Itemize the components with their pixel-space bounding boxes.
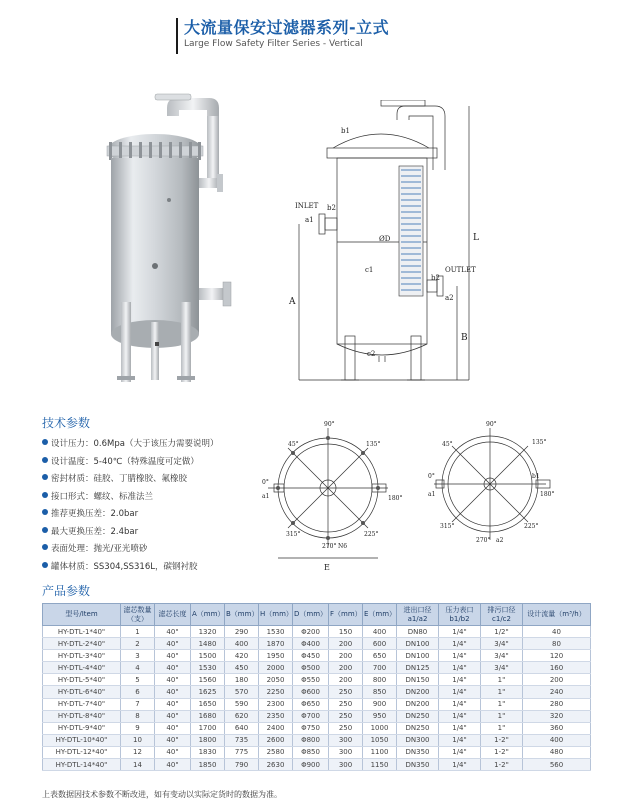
col-header: E（mm） xyxy=(363,604,397,626)
table-cell: 1/4" xyxy=(439,650,481,662)
front-view-drawing xyxy=(285,100,495,392)
table-cell: DN350 xyxy=(397,759,439,771)
table-cell: 560 xyxy=(523,759,591,771)
table-cell: 1150 xyxy=(363,759,397,771)
b2-label-left: b2 xyxy=(327,204,336,212)
table-row xyxy=(43,674,591,686)
table-cell: 600 xyxy=(363,638,397,650)
table-cell: 3/4" xyxy=(481,638,523,650)
table-cell: Φ650 xyxy=(293,698,329,710)
angle-180-2: 180° xyxy=(540,491,555,498)
table-cell: 280 xyxy=(523,698,591,710)
table-cell: HY-DTL-14*40" xyxy=(43,759,121,771)
table-cell: DN100 xyxy=(397,638,439,650)
table-cell: 2000 xyxy=(259,662,293,674)
table-cell: 1/4" xyxy=(439,662,481,674)
table-cell: 1/4" xyxy=(439,722,481,734)
table-cell: 40" xyxy=(155,650,191,662)
table-cell: HY-DTL-12*40" xyxy=(43,746,121,758)
col-header: 设计流量（m³/h） xyxy=(523,604,591,626)
table-cell: 700 xyxy=(363,662,397,674)
plan-view-drawing-2 xyxy=(428,418,568,548)
table-cell: 400 xyxy=(225,638,259,650)
table-cell: 590 xyxy=(225,698,259,710)
table-cell: Φ400 xyxy=(293,638,329,650)
table-cell: Φ600 xyxy=(293,686,329,698)
table-cell: 735 xyxy=(225,734,259,746)
table-cell: 1/4" xyxy=(439,638,481,650)
bullet-icon xyxy=(42,439,48,445)
table-cell: HY-DTL-8*40" xyxy=(43,710,121,722)
products-section-title: 产品参数 xyxy=(42,584,91,598)
angle-135: 135° xyxy=(366,441,381,448)
table-row xyxy=(43,759,591,771)
table-row xyxy=(43,650,591,662)
table-cell: 300 xyxy=(329,759,363,771)
product-photo xyxy=(95,92,240,384)
table-cell: 420 xyxy=(225,650,259,662)
page-title: 大流量保安过滤器系列-立式 xyxy=(184,18,390,37)
c1-label: c1 xyxy=(365,266,374,274)
table-row xyxy=(43,638,591,650)
table-cell: 1" xyxy=(481,686,523,698)
table-row xyxy=(43,746,591,758)
table-cell: 40" xyxy=(155,710,191,722)
table-cell: 1/2" xyxy=(481,626,523,638)
table-cell: 2350 xyxy=(259,710,293,722)
table-cell: 2300 xyxy=(259,698,293,710)
table-cell: Φ550 xyxy=(293,674,329,686)
product-table-body xyxy=(43,626,591,771)
table-cell: 40" xyxy=(155,759,191,771)
length-label: L xyxy=(473,233,479,243)
table-cell: 360 xyxy=(523,722,591,734)
table-cell: 40" xyxy=(155,686,191,698)
table-cell: HY-DTL-1*40" xyxy=(43,626,121,638)
table-cell: HY-DTL-3*40" xyxy=(43,650,121,662)
table-cell: 1/4" xyxy=(439,710,481,722)
table-cell: 450 xyxy=(225,662,259,674)
tech-section-title: 技术参数 xyxy=(42,416,91,430)
title-block xyxy=(176,18,389,54)
table-cell: 40" xyxy=(155,698,191,710)
plan2-b1-label: b1 xyxy=(532,473,540,480)
table-cell: Φ850 xyxy=(293,746,329,758)
table-cell: Φ450 xyxy=(293,650,329,662)
plan2-a1-label: a1 xyxy=(428,491,436,498)
col-header: 压力表口 b1/b2 xyxy=(439,604,481,626)
table-cell: 1/4" xyxy=(439,734,481,746)
table-cell: 1625 xyxy=(191,686,225,698)
a2-label: a2 xyxy=(445,294,454,302)
table-cell: 1700 xyxy=(191,722,225,734)
table-cell: 1-2" xyxy=(481,759,523,771)
table-cell: 150 xyxy=(329,626,363,638)
table-cell: HY-DTL-9*40" xyxy=(43,722,121,734)
table-cell: 320 xyxy=(523,710,591,722)
dim-a-label: A xyxy=(289,297,296,307)
spec-item: 设计温度：5-40℃（特殊温度可定做） xyxy=(42,454,272,472)
table-cell: 1480 xyxy=(191,638,225,650)
table-row xyxy=(43,722,591,734)
table-cell: 1530 xyxy=(259,626,293,638)
diameter-label: ØD xyxy=(379,235,391,243)
table-cell: 1" xyxy=(481,674,523,686)
col-header: 滤芯长度 xyxy=(155,604,191,626)
angle-315: 315° xyxy=(286,531,301,538)
spec-item: 最大更换压差：2.4bar xyxy=(42,524,272,542)
table-row xyxy=(43,662,591,674)
table-cell: 1" xyxy=(481,710,523,722)
table-cell: 200 xyxy=(329,638,363,650)
plan-a1-label: a1 xyxy=(262,493,270,500)
col-header: 进出口径 a1/a2 xyxy=(397,604,439,626)
table-cell: DN250 xyxy=(397,722,439,734)
table-cell: 1000 xyxy=(363,722,397,734)
angle-0-2: 0° xyxy=(428,473,435,480)
table-cell: 40 xyxy=(523,626,591,638)
table-cell: DN200 xyxy=(397,698,439,710)
table-cell: Φ700 xyxy=(293,710,329,722)
table-cell: 160 xyxy=(523,662,591,674)
col-header: F（mm） xyxy=(329,604,363,626)
table-cell: Φ500 xyxy=(293,662,329,674)
dim-b-label: B xyxy=(461,333,468,343)
table-cell: 250 xyxy=(329,722,363,734)
table-cell: DN80 xyxy=(397,626,439,638)
table-cell: 40" xyxy=(155,674,191,686)
table-cell: HY-DTL-2*40" xyxy=(43,638,121,650)
table-cell: 40" xyxy=(155,638,191,650)
table-cell: 1-2" xyxy=(481,734,523,746)
angle-90-2: 90° xyxy=(486,421,497,428)
table-row xyxy=(43,698,591,710)
table-cell: 40" xyxy=(155,626,191,638)
table-cell: 14 xyxy=(121,759,155,771)
table-row xyxy=(43,686,591,698)
table-cell: 1500 xyxy=(191,650,225,662)
product-table xyxy=(42,603,591,771)
table-cell: DN100 xyxy=(397,650,439,662)
col-header: A（mm） xyxy=(191,604,225,626)
table-cell: 40" xyxy=(155,722,191,734)
table-cell: DN350 xyxy=(397,746,439,758)
table-cell: 7 xyxy=(121,698,155,710)
angle-0: 0° xyxy=(262,479,269,486)
table-cell: Φ200 xyxy=(293,626,329,638)
spec-item: 罐体材质：SS304,SS316L，碳钢衬胶 xyxy=(42,559,272,577)
table-cell: 1850 xyxy=(191,759,225,771)
table-cell: Φ800 xyxy=(293,734,329,746)
table-cell: HY-DTL-10*40" xyxy=(43,734,121,746)
table-cell: HY-DTL-6*40" xyxy=(43,686,121,698)
table-header-row xyxy=(43,604,591,626)
table-cell: 200 xyxy=(329,674,363,686)
table-cell: HY-DTL-4*40" xyxy=(43,662,121,674)
table-cell: Φ900 xyxy=(293,759,329,771)
angle-270-2: 270° xyxy=(476,537,491,544)
table-cell: 1100 xyxy=(363,746,397,758)
table-cell: 1830 xyxy=(191,746,225,758)
spec-list xyxy=(42,436,272,576)
table-cell: 775 xyxy=(225,746,259,758)
a1-label: a1 xyxy=(305,216,314,224)
bullet-icon xyxy=(42,492,48,498)
table-cell: 650 xyxy=(363,650,397,662)
angle-90: 90° xyxy=(324,421,335,428)
table-cell: 1/4" xyxy=(439,746,481,758)
angle-180: 180° xyxy=(388,495,403,502)
table-cell: 40" xyxy=(155,734,191,746)
table-cell: 570 xyxy=(225,686,259,698)
table-cell: 250 xyxy=(329,686,363,698)
table-row xyxy=(43,734,591,746)
spec-item: 密封材质：硅胶、丁腈橡胶、氟橡胶 xyxy=(42,471,272,489)
table-cell: 790 xyxy=(225,759,259,771)
table-cell: 1650 xyxy=(191,698,225,710)
table-cell: 2250 xyxy=(259,686,293,698)
col-header: 排污口径 c1/c2 xyxy=(481,604,523,626)
col-header: B（mm） xyxy=(225,604,259,626)
angle-315-2: 315° xyxy=(440,523,455,530)
table-cell: 1-2" xyxy=(481,746,523,758)
angle-225-2: 225° xyxy=(524,523,539,530)
spec-item: 表面处理：抛光/亚光喷砂 xyxy=(42,541,272,559)
spec-item: 推荐更换压差：2.0bar xyxy=(42,506,272,524)
table-cell: 1050 xyxy=(363,734,397,746)
table-cell: 12 xyxy=(121,746,155,758)
table-cell: 1950 xyxy=(259,650,293,662)
table-cell: 2400 xyxy=(259,722,293,734)
angle-45-2: 45° xyxy=(442,441,453,448)
table-row xyxy=(43,626,591,638)
outlet-label: OUTLET xyxy=(445,266,476,274)
page-subtitle: Large Flow Safety Filter Series - Vertical xyxy=(184,39,363,49)
table-cell: 3/4" xyxy=(481,650,523,662)
table-cell: 1530 xyxy=(191,662,225,674)
table-cell: 1/4" xyxy=(439,698,481,710)
table-cell: 400 xyxy=(523,734,591,746)
table-cell: DN200 xyxy=(397,686,439,698)
table-cell: 2600 xyxy=(259,734,293,746)
col-header: D（mm） xyxy=(293,604,329,626)
table-cell: 640 xyxy=(225,722,259,734)
b1-label: b1 xyxy=(341,127,350,135)
bullet-icon xyxy=(42,457,48,463)
table-cell: 4 xyxy=(121,662,155,674)
c2-label: c2 xyxy=(367,350,376,358)
n6-label: N6 xyxy=(338,543,348,550)
table-cell: 400 xyxy=(363,626,397,638)
table-cell: 290 xyxy=(225,626,259,638)
table-cell: 6 xyxy=(121,686,155,698)
inlet-label: INLET xyxy=(295,202,319,210)
table-cell: 1/4" xyxy=(439,759,481,771)
table-cell: 620 xyxy=(225,710,259,722)
table-cell: DN125 xyxy=(397,662,439,674)
col-header: 滤芯数量（支） xyxy=(121,604,155,626)
table-cell: DN250 xyxy=(397,710,439,722)
angle-270: 270° xyxy=(322,543,337,550)
table-cell: 240 xyxy=(523,686,591,698)
table-cell: 250 xyxy=(329,710,363,722)
table-cell: 1/4" xyxy=(439,626,481,638)
table-cell: 3/4" xyxy=(481,662,523,674)
table-cell: 1 xyxy=(121,626,155,638)
table-cell: 5 xyxy=(121,674,155,686)
table-cell: 1870 xyxy=(259,638,293,650)
table-cell: 2 xyxy=(121,638,155,650)
table-cell: 1680 xyxy=(191,710,225,722)
dim-e-label: E xyxy=(324,563,330,572)
bullet-icon xyxy=(42,474,48,480)
plan-view-drawing xyxy=(258,418,418,578)
bullet-icon xyxy=(42,527,48,533)
table-cell: 200 xyxy=(329,650,363,662)
table-cell: 480 xyxy=(523,746,591,758)
spec-item: 接口形式：螺纹、标准法兰 xyxy=(42,489,272,507)
table-cell: 300 xyxy=(329,734,363,746)
angle-225: 225° xyxy=(364,531,379,538)
table-cell: 850 xyxy=(363,686,397,698)
table-cell: 950 xyxy=(363,710,397,722)
table-cell: 900 xyxy=(363,698,397,710)
table-cell: 2630 xyxy=(259,759,293,771)
table-cell: DN150 xyxy=(397,674,439,686)
table-cell: HY-DTL-7*40" xyxy=(43,698,121,710)
table-cell: 1560 xyxy=(191,674,225,686)
table-cell: 1" xyxy=(481,722,523,734)
table-cell: 3 xyxy=(121,650,155,662)
table-cell: 200 xyxy=(523,674,591,686)
b2-label-right: b2 xyxy=(431,274,440,282)
table-cell: 200 xyxy=(329,662,363,674)
table-cell: 250 xyxy=(329,698,363,710)
col-header: H（mm） xyxy=(259,604,293,626)
col-header: 型号/Item xyxy=(43,604,121,626)
table-cell: Φ750 xyxy=(293,722,329,734)
table-row xyxy=(43,710,591,722)
table-cell: 180 xyxy=(225,674,259,686)
table-cell: 9 xyxy=(121,722,155,734)
table-cell: 1/4" xyxy=(439,674,481,686)
spec-item: 设计压力：0.6Mpa（大于该压力需要说明） xyxy=(42,436,272,454)
bullet-icon xyxy=(42,544,48,550)
table-cell: DN300 xyxy=(397,734,439,746)
table-cell: 8 xyxy=(121,710,155,722)
table-cell: 10 xyxy=(121,734,155,746)
table-cell: 120 xyxy=(523,650,591,662)
table-cell: 40" xyxy=(155,746,191,758)
bullet-icon xyxy=(42,509,48,515)
table-cell: 2050 xyxy=(259,674,293,686)
bullet-icon xyxy=(42,562,48,568)
table-cell: 2580 xyxy=(259,746,293,758)
table-cell: 800 xyxy=(363,674,397,686)
table-cell: 1320 xyxy=(191,626,225,638)
footnote: 上表数据因技术参数不断改进，如有变动以实际定货时的数据为准。 xyxy=(42,790,282,799)
angle-45: 45° xyxy=(288,441,299,448)
table-cell: 1800 xyxy=(191,734,225,746)
table-cell: 1" xyxy=(481,698,523,710)
table-cell: 1/4" xyxy=(439,686,481,698)
table-cell: HY-DTL-5*40" xyxy=(43,674,121,686)
table-cell: 300 xyxy=(329,746,363,758)
table-cell: 40" xyxy=(155,662,191,674)
table-cell: 80 xyxy=(523,638,591,650)
angle-135-2: 135° xyxy=(532,439,547,446)
plan2-a2-label: a2 xyxy=(496,537,504,544)
